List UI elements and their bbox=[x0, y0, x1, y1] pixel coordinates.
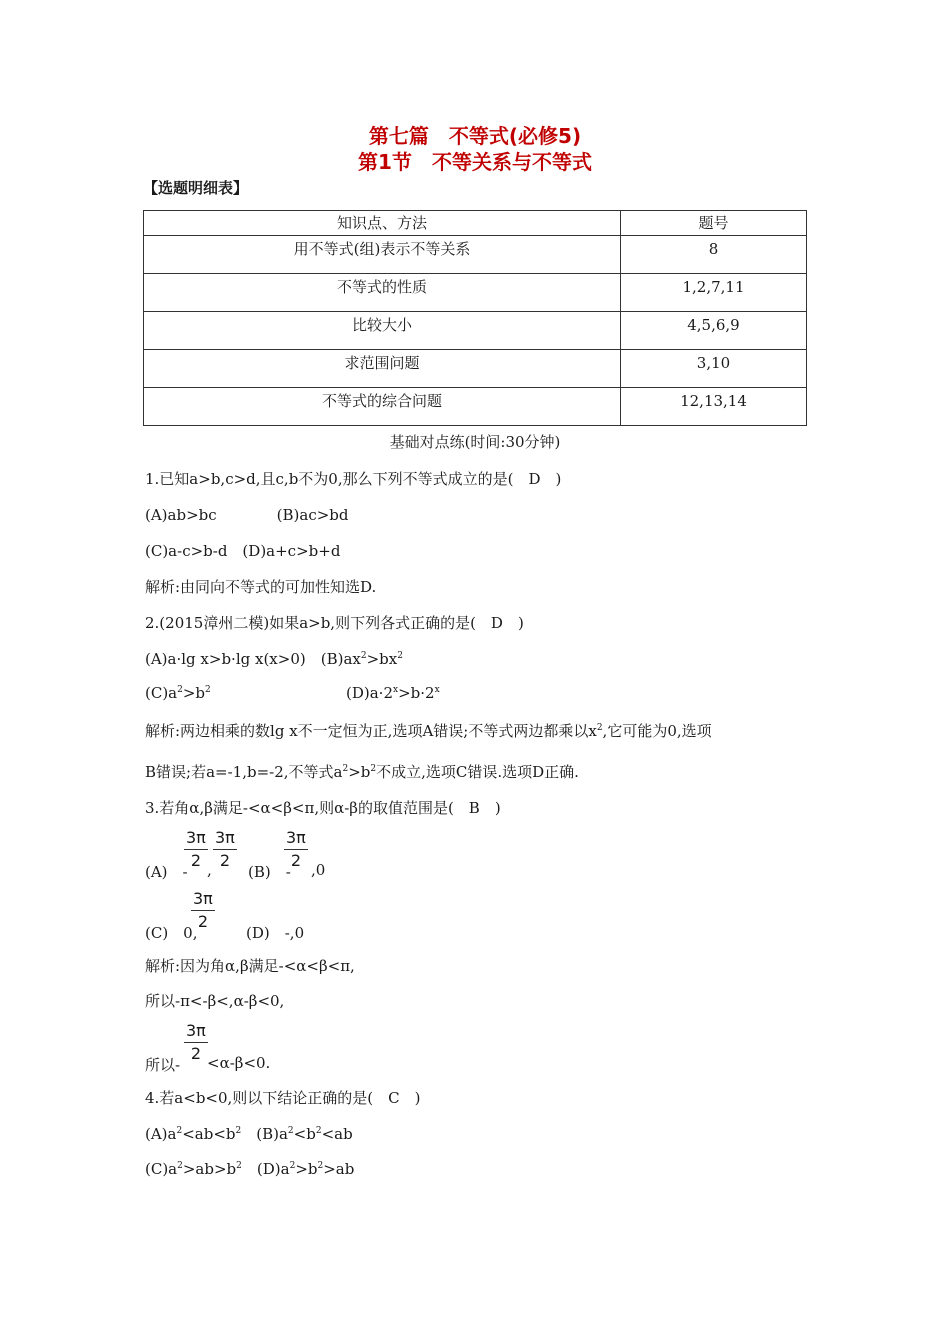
q3-option-c: (C) 0, bbox=[145, 924, 198, 942]
q4-stem: 4.若a<b<0,则以下结论正确的是( C ) bbox=[145, 1089, 421, 1107]
q3-option-a-comma: , bbox=[207, 861, 212, 879]
table-cell-number: 12,13,14 bbox=[621, 388, 807, 426]
table-cell-number: 3,10 bbox=[621, 350, 807, 388]
q3-fraction: $\frac{3\pi}{2}$ bbox=[186, 1021, 206, 1063]
table-cell-number: 1,2,7,11 bbox=[621, 274, 807, 312]
q3-fraction: $\frac{3\pi}{2}$ bbox=[186, 828, 206, 870]
chapter-title: 第七篇 不等式(必修5) bbox=[368, 124, 582, 148]
q2-option-c: $(C)a^2>b^2$ bbox=[145, 684, 211, 702]
q3-analysis-line3: 所以- bbox=[145, 1056, 181, 1074]
q1-analysis: 解析:由同向不等式的可加性知选D. bbox=[145, 578, 377, 596]
table-cell-topic: 不等式的综合问题 bbox=[144, 388, 621, 426]
table-row bbox=[144, 350, 807, 388]
q3-option-a: (A) - bbox=[145, 863, 188, 881]
table-cell-topic: 比较大小 bbox=[144, 312, 621, 350]
table-cell-topic: 用不等式(组)表示不等关系 bbox=[144, 236, 621, 274]
q3-analysis-line3-tail: <α-β<0. bbox=[207, 1054, 271, 1072]
q3-fraction: $\frac{3\pi}{2}$ bbox=[193, 889, 213, 931]
table-row bbox=[144, 236, 807, 274]
q3-stem: 3.若角α,β满足-<α<β<π,则α-β的取值范围是( B ) bbox=[145, 799, 501, 817]
table-cell-topic: 求范围问题 bbox=[144, 350, 621, 388]
table-header-row bbox=[144, 211, 807, 236]
q4-options-cd: $(C)a^2>ab>b^2$ $(D)a^2>b^2>ab$ bbox=[145, 1160, 355, 1178]
q3-fraction: $\frac{3\pi}{2}$ bbox=[286, 828, 306, 870]
q1-stem: 1.已知a>b,c>d,且c,b不为0,那么下列不等式成立的是( D ) bbox=[145, 470, 562, 488]
q3-option-b: (B) - bbox=[248, 863, 291, 881]
q2-analysis-line2: B错误;若a=-1,b=-2,不等式$a^2>b^2$不成立,选项C错误.选项D正确. bbox=[145, 763, 579, 781]
q2-options-ab: (A)a·lg x>b·lg x(x>0) $(B)ax^2>bx^2$ bbox=[145, 650, 403, 668]
table-header-topic: 知识点、方法 bbox=[144, 211, 621, 236]
table-header-number: 题号 bbox=[621, 211, 807, 236]
section-title: 第1节 不等关系与不等式 bbox=[358, 150, 592, 174]
table-cell-number: 4,5,6,9 bbox=[621, 312, 807, 350]
q3-option-b-tail: ,0 bbox=[311, 861, 326, 879]
q4-options-ab: $(A)a^2<ab<b^2$ $(B)a^2<b^2<ab$ bbox=[145, 1125, 353, 1143]
table-row bbox=[144, 274, 807, 312]
q2-analysis-line1: 解析:两边相乘的数lg x不一定恒为正,选项A错误;不等式两边都乘以$x^2$,它可能为0,选项 bbox=[145, 722, 712, 740]
q3-option-d: (D) -,0 bbox=[246, 924, 305, 942]
q3-fraction: $\frac{3\pi}{2}$ bbox=[215, 828, 235, 870]
q1-options-cd: (C)a-c>b-d (D)a+c>b+d bbox=[145, 542, 341, 560]
q1-options-ab: (A)ab>bc (B)ac>bd bbox=[145, 506, 349, 524]
topic-table bbox=[143, 210, 807, 426]
table-row bbox=[144, 312, 807, 350]
table-label: 【选题明细表】 bbox=[143, 179, 249, 197]
table-cell-topic: 不等式的性质 bbox=[144, 274, 621, 312]
q3-analysis-line1: 解析:因为角α,β满足-<α<β<π, bbox=[145, 957, 355, 975]
table-cell-number: 8 bbox=[621, 236, 807, 274]
q2-option-d: $(D)a\cdot 2^x>b\cdot 2^x$ bbox=[346, 684, 440, 702]
practice-subtitle: 基础对点练(时间:30分钟) bbox=[389, 433, 561, 451]
q3-analysis-line2: 所以-π<-β<,α-β<0, bbox=[145, 992, 285, 1010]
table-row bbox=[144, 388, 807, 426]
q2-stem: 2.(2015漳州二模)如果a>b,则下列各式正确的是( D ) bbox=[145, 614, 524, 632]
